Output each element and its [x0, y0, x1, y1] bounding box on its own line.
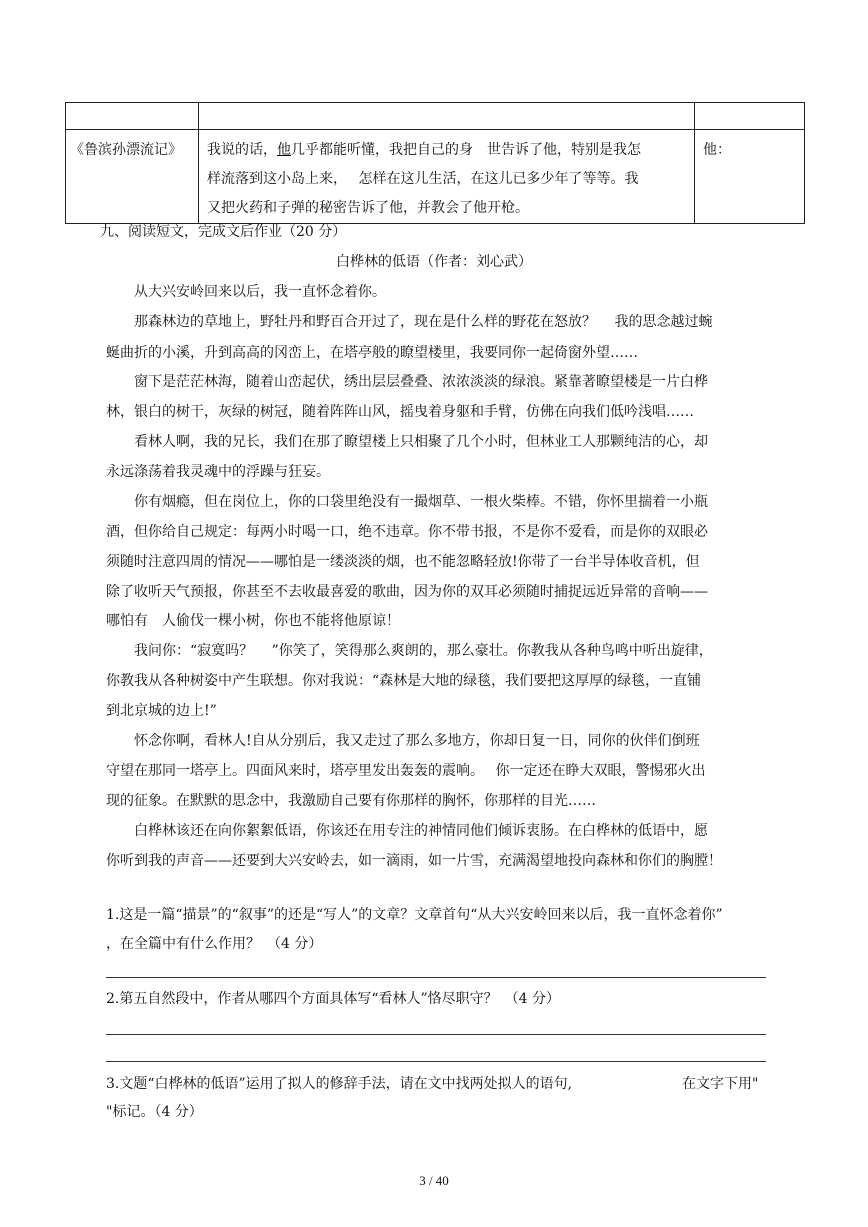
excerpt-line: 又把火药和子弹的秘密告诉了他，并教会了他开枪。 [207, 200, 529, 216]
excerpt-text [199, 130, 694, 223]
answer-line[interactable] [106, 977, 766, 978]
article-line: 看林人啊，我的兄长，我们在那了瞭望楼上只相聚了几个小时，但林业工人那颗纯洁的心，却 [134, 434, 708, 450]
section-heading: 九、阅读短文，完成文后作业（20 分） [100, 224, 347, 240]
article-line: 林，银白的树干，灰绿的树冠，随着阵阵山风，摇曳着身躯和手臂，仿佛在向我们低吟浅唱…… [106, 404, 694, 420]
article-line: 哪怕有 人偷伐一棵小树，你也不能将他原谅！ [106, 613, 400, 629]
question-2: 2.第五自然段中，作者从哪四个方面具体写“看林人”恪尽职守？ （4 分） [106, 991, 561, 1007]
question-3: 3.文题“白桦林的低语”运用了拟人的修辞手法，请在文中找两处拟人的语句, [106, 1076, 573, 1092]
question-1-cont: ，在全篇中有什么作用？ （4 分） [106, 936, 323, 952]
article-line: 永远涤荡着我灵魂中的浮躁与狂妄。 [106, 464, 330, 480]
excerpt-line [207, 136, 688, 165]
table-cell-answer [695, 130, 805, 224]
article-line: 那森林边的草地上，野牡丹和野百合开过了，现在是什么样的野花在怒放？ 我的思念越过蜿 [134, 314, 713, 330]
answer-line[interactable] [106, 1061, 766, 1062]
reading-table [65, 102, 805, 224]
article-line: 我问你：“寂寞吗？ ”你笑了，笑得那么爽朗的，那么豪壮。你教我从各种鸟鸣中听出旋律， [134, 643, 713, 659]
article-line: 蜒曲折的小溪，升到高高的冈峦上，在塔亭般的瞭望楼里，我要同你一起倚窗外望…… [106, 345, 638, 361]
page-number: 3 / 40 [419, 1173, 449, 1188]
article-line: 怀念你啊，看林人!自从分别后，我又走过了那么多地方，你却日复一日，同你的伙伴们倒班 [134, 733, 700, 749]
table-cell [66, 103, 199, 130]
answer-line[interactable] [106, 1034, 766, 1035]
table-cell-book [66, 130, 199, 224]
answer-label: 他： [703, 142, 731, 158]
table-cell-excerpt [199, 130, 695, 224]
article-line: 除了收听天气预报，你甚至不去收最喜爱的歌曲，因为你的双耳必须随时捕捉远近异常的音响—— [106, 584, 708, 600]
excerpt-segment: 我说的话， [207, 142, 277, 158]
article-line: 现的征象。在默默的思念中，我激励自己要有你那样的胸怀，你那样的目光…… [106, 793, 596, 809]
book-title: 《鲁滨孙漂流记》 [70, 142, 182, 158]
article-line: 窗下是茫茫林海，随着山峦起伏，绣出层层叠叠、浓浓淡淡的绿浪。紧靠著瞭望楼是一片白桦 [134, 374, 708, 390]
article-line: 你教我从各种树姿中产生联想。你对我说：“森林是大地的绿毯，我们要把这厚厚的绿毯，一直铺 [106, 673, 702, 689]
article-line: 你有烟瘾，但在岗位上，你的口袋里绝没有一撮烟草、一根火柴棒。不错，你怀里揣着一小瓶 [134, 494, 708, 510]
article-title: 白桦林的低语（作者：刘心武） [336, 254, 532, 270]
article-line: 须随时注意四周的情况——哪怕是一缕淡淡的烟，也不能忽略轻放!你带了一台半导体收音机，但 [106, 554, 700, 570]
question-3-tail: 在文字下用" [682, 1076, 759, 1092]
article-line: 酒，但你给自己规定：每两小时喝一口，绝不违章。你不带书报，不是你不爱看，而是你的双眼必 [106, 524, 708, 540]
article-line: 白桦林该还在向你絮絮低语，你该还在用专注的神情同他们倾诉衷肠。在白桦林的低语中，愿 [134, 823, 708, 839]
table-cell [199, 103, 695, 130]
question-1: 1.这是一篇“描景”的“叙事”的还是“写人”的文章？文章首句“从大兴安岭回来以后，我一直怀念着你” [106, 907, 723, 923]
article-line: 到北京城的边上!” [106, 703, 217, 719]
question-3-cont: "标记。（4 分） [106, 1104, 203, 1120]
article-line: 你听到我的声音——还要到大兴安岭去，如一滴雨，如一片雪，充满渴望地投向森林和你们的胸膛！ [106, 853, 722, 869]
table-row [66, 103, 805, 130]
article-line: 从大兴安岭回来以后，我一直怀念着你。 [134, 284, 386, 300]
excerpt-segment: 几乎都能听懂，我把自己的身 世告诉了他，特别是我怎 [291, 142, 641, 158]
table-cell [695, 103, 805, 130]
table-row [66, 130, 805, 224]
underlined-word: 他 [277, 142, 291, 158]
excerpt-line: 样流落到这小岛上来， 怎样在这儿生活，在这儿已多少年了等等。我 [207, 171, 639, 187]
article-line: 守望在那同一塔亭上。四面风来时，塔亭里发出轰轰的震响。 你一定还在睁大双眼，警惕邪火出 [106, 763, 706, 779]
